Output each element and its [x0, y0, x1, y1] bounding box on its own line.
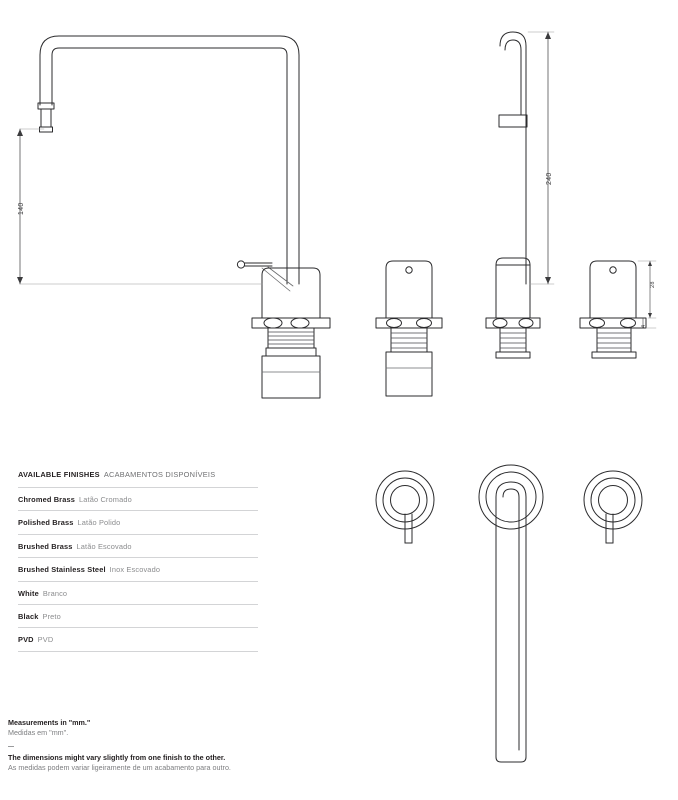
measurements-note-pt: Medidas em "mm".	[8, 727, 69, 737]
measurements-note-en: Measurements in "mm."	[8, 718, 91, 727]
finishes-header-en: AVAILABLE FINISHES	[18, 470, 100, 479]
variance-note-pt: As medidas podem variar ligeiramente de um acabamento para outro.	[8, 763, 231, 773]
dimension-label-140: 140	[18, 202, 25, 215]
finish-name-pt: Branco	[42, 588, 68, 598]
available-finishes-table	[18, 470, 258, 652]
finish-row	[18, 534, 258, 557]
finish-name-en: Polished Brass	[18, 518, 74, 528]
variance-note-en: The dimensions might vary slightly from one finish to the other.	[8, 753, 226, 763]
finish-name-pt: Inox Escovado	[109, 565, 161, 575]
dimension-label-240: 240	[546, 172, 553, 185]
finish-name-en: White	[18, 588, 39, 598]
finish-name-en: Black	[18, 612, 39, 622]
finish-name-en: Chromed Brass	[18, 495, 75, 504]
finish-row	[18, 604, 258, 627]
note-divider-dash	[8, 746, 14, 747]
finish-name-en: PVD	[18, 635, 34, 645]
notes-block	[8, 718, 408, 773]
finish-row	[18, 510, 258, 533]
finish-row	[18, 557, 258, 580]
finishes-header-pt: ACABAMENTOS DISPONÍVEIS	[103, 470, 216, 479]
finish-row	[18, 581, 258, 604]
finishes-header	[18, 470, 258, 487]
finish-name-pt: Latão Polido	[77, 518, 121, 528]
finish-row	[18, 627, 258, 651]
dimension-label-4: 4	[641, 324, 647, 328]
finish-row	[18, 487, 258, 510]
finish-name-pt: PVD	[37, 635, 54, 645]
dimension-label-28: 28	[650, 281, 656, 288]
finish-name-pt: Latão Cromado	[79, 495, 132, 504]
finish-name-pt: Latão Escovado	[76, 541, 132, 551]
finish-name-en: Brushed Brass	[18, 541, 73, 551]
finish-name-en: Brushed Stainless Steel	[18, 565, 106, 575]
finish-name-pt: Preto	[42, 612, 61, 622]
